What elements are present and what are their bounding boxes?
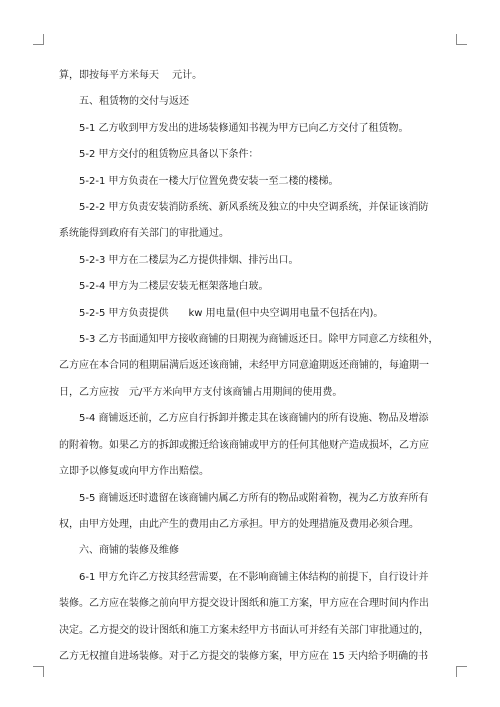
text-line: 系统能得到政府有关部门的审批通过。 (59, 228, 229, 240)
crop-mark-top-right (456, 34, 467, 45)
text-line: 乙方无权擅自进场装修。对于乙方提交的装修方案，甲方应在 15 天内给予明确的书 (59, 650, 429, 662)
clause-5-5: 5-5 商铺返还时遗留在该商铺内属乙方所有的物品或附着物，视为乙方放弃所有 (79, 492, 429, 504)
clause-5-2-5: 5-2-5 甲方负责提供 kw 用电量(但中央空调用电量不包括在内)。 (79, 307, 384, 319)
text-line: 的附着物。如果乙方的拆卸或搬迁给该商铺或甲方的任何其他财产造成损坏，乙方应 (59, 439, 429, 451)
text-line: 决定。乙方提交的设计图纸和施工方案未经甲方书面认可并经有关部门审批通过的， (59, 624, 429, 636)
section-heading: 五、租赁物的交付与返还 (79, 96, 189, 108)
text-line: 装修。乙方应在装修之前向甲方提交设计图纸和施工方案，甲方应在合理时间内作出 (59, 598, 429, 610)
clause-5-4: 5-4 商铺返还前，乙方应自行拆卸并搬走其在该商铺内的所有设施、物品及增添 (79, 413, 429, 425)
text-line: 日，乙方应按 元/平方米向甲方支付该商铺占用期间的使用费。 (59, 386, 343, 398)
section-heading: 六、商铺的装修及维修 (79, 545, 179, 557)
clause-6-1: 6-1 甲方允许乙方按其经营需要，在不影响商铺主体结构的前提下，自行设计并 (79, 571, 429, 583)
clause-5-2-1: 5-2-1 甲方负责在一楼大厅位置免费安装一至二楼的楼梯。 (79, 175, 339, 187)
text-line: 立即予以修复或向甲方作出赔偿。 (59, 466, 209, 478)
crop-mark-bottom-right (456, 666, 467, 677)
clause-5-2-3: 5-2-3 甲方在二楼层为乙方提供排烟、排污出口。 (79, 254, 299, 266)
crop-mark-bottom-left (33, 666, 44, 677)
crop-mark-top-left (33, 34, 44, 45)
clause-5-1: 5-1 乙方收到甲方发出的进场装修通知书视为甲方已向乙方交付了租赁物。 (79, 122, 409, 134)
text-line: 乙方应在本合同的租期届满后返还该商铺，未经甲方同意逾期返还商铺的，每逾期一 (59, 360, 429, 372)
text-line: 算，即按每平方米每天 元计。 (59, 70, 203, 81)
clause-5-3: 5-3 乙方书面通知甲方接收商铺的日期视为商铺返还日。除甲方同意乙方续租外， (79, 334, 439, 346)
document-body (59, 63, 451, 670)
clause-5-2: 5-2 甲方交付的租赁物应具备以下条件： (79, 149, 259, 161)
text-line: 权，由甲方处理，由此产生的费用由乙方承担。甲方的处理措施及费用必须合理。 (59, 518, 419, 530)
clause-5-2-2: 5-2-2 甲方负责安装消防系统、新风系统及独立的中央空调系统，并保证该消防 (79, 202, 429, 214)
clause-5-2-4: 5-2-4 甲方为二楼层安装无框架落地白玻。 (79, 281, 269, 293)
